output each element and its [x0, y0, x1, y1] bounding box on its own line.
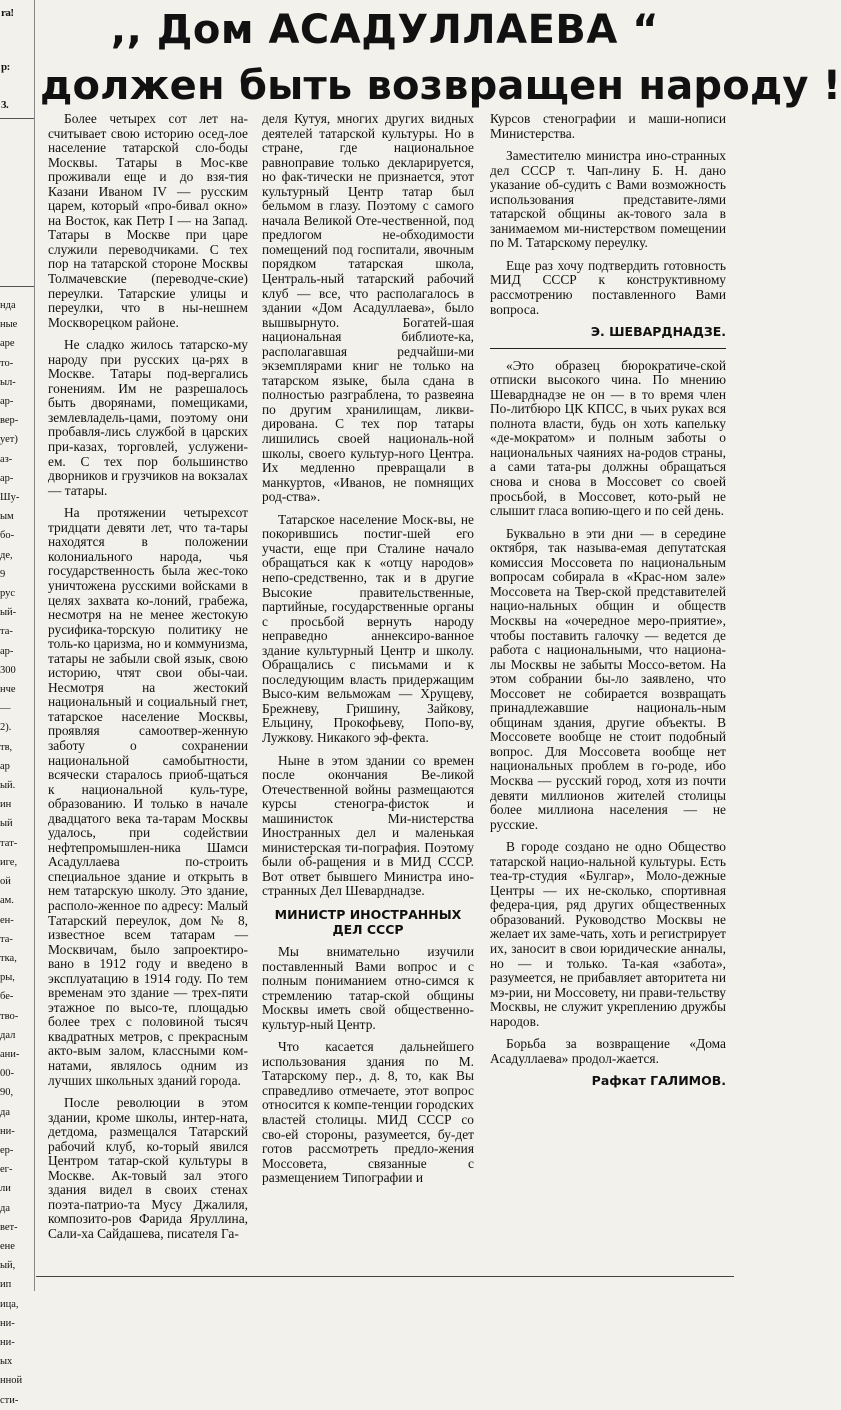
strip-line: иге, — [0, 856, 18, 868]
strip-line: ица, — [0, 1298, 19, 1310]
strip-line: тв, — [0, 741, 13, 753]
article-paragraph: Не сладко жилось татарско-му народу при русских ца-рях в Москве. Татары под-вергались гонениям. Им не разрешалось быть дворянами, помещиками, землевладель-цами, поэтому они пробавля-лись службой в царских при-казах, торговлей, услужени-ем. С тех пор большинство дворников и грузчиков на вокзалах — татары. — [48, 337, 248, 498]
page-bottom-rule — [36, 1276, 734, 1277]
strip-line: ип — [0, 1279, 12, 1291]
strip-line: нче — [0, 684, 16, 696]
strip-line: сти- — [0, 1394, 19, 1406]
strip-line: нда — [0, 300, 16, 311]
article-paragraph: Что касается дальнейшего использования здания по М. Татарскому пер., д. 8, то, как Вы справедливо отмечаете, этот вопрос относится к компе-тенции городских властей столицы. МИД СССР со сво-ей стороны, разумеется, бу-дет готов рассмотреть предло-жения Моссовета, связанные с размещением Типографии и — [262, 1039, 474, 1186]
article-paragraph: Мы внимательно изучили поставленный Вами вопрос и с полным пониманием отно-симся к стремлению татар-ской общины Москвы иметь свой общественно-культур-ный Центр. — [262, 943, 474, 1032]
strip-line: ег- — [0, 1164, 13, 1176]
strip-line: ни- — [0, 1125, 15, 1137]
strip-line: бе- — [0, 991, 14, 1003]
article-column-2 — [262, 112, 474, 1194]
strip-line: ар- — [0, 396, 14, 408]
strip-fragment: ra! — [1, 7, 14, 19]
strip-line: ый. — [0, 780, 16, 792]
article-paragraph: Ныне в этом здании со времен после окончания Ве-ликой Отечественной войны размещаются курсы стеногра-фисток и машинисток Ми-нистерства Иностранных дел и маленькая министерская ти-пография. Поэтому были об-ращения и в МИД СССР. Вот ответ бывшего Министра ино-странных Дел Шеварднадзе. — [262, 752, 474, 899]
strip-line: ам. — [0, 895, 14, 907]
strip-line: ин — [0, 799, 12, 811]
strip-line: тво- — [0, 1010, 19, 1022]
article-paragraph-continued: деля Кутуя, многих других видных деятелей татарской культуры. Но в стране, где национальное равноправие только декларируется, но фак-тически не признается, этот культурный Центр татар был бельмом в глазу. Поэтому с самого начала Великой Оте-чественной, под предлогом не-обходимости помещений под госпитали, явочным порядком татарская школа, Централь-ный татарский рабочий клуб — все, что располагалось в здании «Дом Асадуллаева», было вышвырнуто. Богатей-шая национальная библиоте-ка, располагавшая редчайши-ми экземплярами книг не только на татарском языке, была сдана в полностью разграблена, то развеяна по другим хранилищам, ликви-дирована. С тех пор татары лишились своей националь-ной школы, своего культур-ного Центра. Их медленно превращали в манкуртов, «Иванов, не помнящих род-ства». — [262, 111, 474, 505]
strip-divider — [0, 118, 34, 119]
strip-line: ни- — [0, 1317, 15, 1329]
article-paragraph: Более четырех сот лет на-считывает свою историю осед-лое население татарской сло-боды Москвы. Татары в Мос-кве проживали еще и до взя-тия Казани Иваном IV — русским царем, который «про-бивал окно» на Восток, как Петр I — на Запад. Татары в Москве при царе служили переводчиками. С тех пор на татарской стороне Москвы Толмачевские (переводче-ские) переулки. Татарские улицы и переулки, что в ны-нешнем Москворецком районе. — [48, 111, 248, 330]
strip-text-block — [0, 296, 34, 1410]
strip-line: ует) — [0, 434, 18, 446]
strip-fragment: р: — [1, 61, 10, 73]
strip-line: та- — [0, 933, 13, 945]
strip-line: дал — [0, 1029, 16, 1041]
strip-line: ные — [0, 319, 18, 331]
article-paragraph-continued: Курсов стенографии и маши-нописи Министерства. — [490, 111, 726, 141]
letter-signature: Э. ШЕВАРДНАДЗЕ. — [590, 324, 726, 340]
strip-line: ый — [0, 818, 13, 830]
strip-line: да — [0, 1106, 11, 1118]
article-column-1 — [48, 112, 248, 1250]
previous-article-strip — [0, 0, 35, 1406]
strip-line: ер- — [0, 1144, 14, 1156]
strip-line: ых — [0, 1356, 13, 1368]
strip-line: вер- — [0, 415, 19, 427]
strip-line: то- — [0, 357, 14, 369]
headline-line-1: ,, Дом АСАДУЛЛАЕВА “ — [110, 7, 660, 53]
strip-line: ый, — [0, 1260, 16, 1272]
strip-fragment: 3. — [1, 99, 9, 111]
section-divider — [490, 348, 726, 349]
article-paragraph: После революции в этом здании, кроме школы, интер-ната, детдома, размещался Татарский рабочий клуб, ко-торый явился Центром татар-ской культуры в Москве. Ак-товый зал этого здания видел в своих стенах поэта-патрио-та Мусу Джалиля, композито-ров Фарида Яруллина, Сали-ха Сайдашева, писателя Га- — [48, 1095, 248, 1242]
article-paragraph: На протяжении четырехсот тридцати девяти лет, что та-тары находятся в положении колониального народа, чья государственность была жес-токо уничтожена русскими войсками в целях захвата ко-лоний, грабежа, несмотря на не менее жестокую русифика-торскую политику не толь-ко царизма, но и коммунизма, татары не забыли свой язык, свою историю, чтят свои обы-чаи. Несмотря на жестокий национальный и социальный гнет, татарское население Москвы, проявляя самоотвер-женную заботу о сохранении национальной самобытности, всячески старалось приоб-щаться к национальной куль-туре, образованию. И только в начале двадцатого века та-тарам Москвы удалось, при содействии нефтепромышлен-ника Шамси Асадуллаева по-строить специальное здание и открыть в нем татарскую школу. Это здание, располо-женное по адресу: Малый Татарский переулок, дом № 8, известное всем татарам — Москвичам, было запроектиро-вано в 1912 году и введено в эксплуатацию в 1914 году. По тем временам это здание — трех-пяти этажное по высо-те, площадью более трех с половиной тысяч квадратных метров, с прекрасным актo-вым залом, классными ком-натами, являлось одним из лучших школьных зданий города. — [48, 505, 248, 1088]
strip-line: ры, — [0, 972, 15, 984]
strip-line: ни- — [0, 1336, 15, 1348]
strip-line: ар- — [0, 472, 14, 484]
strip-line: 2). — [0, 722, 12, 734]
strip-line: ый- — [0, 607, 17, 619]
article-paragraph: В городе создано не одно Общество татарской нацио-нальной культуры. Есть теа-тр-студия «Булгар», Моло-дежные Центры — их не-сколько, спортивная федера-ция, ряд других общественных образований. Руководство Москвы не желает их заме-чать, хоть и регистрирует их, заносит в свои юридические анналы, но — и только. Та-кая «забота», разумеется, не прибавляет авторитета ни мэ-рии, ни Моссовету, ни прави-тельству Москвы, не служит укреплению дружбы народов. — [490, 839, 726, 1029]
article-paragraph: «Это образец бюрократиче-ской отписки высокого чина. По мнению Шеварднадзе не он — в то время член По-литбюро ЦК КПСС, в чьих руках вся полнота власти, будь он хоть капельку «де-мократом» и полным заботы о национальных чаяниях на-родов страны, а сами тата-ры должны обращаться снова и снова в Моссовет со своей просьбой, в Моссовет, кото-рый не слышит гласа вопию-щего и по сей день. — [490, 357, 726, 519]
strip-line: 00- — [0, 1068, 14, 1080]
strip-line: аз- — [0, 453, 13, 465]
strip-line: ли — [0, 1183, 11, 1195]
strip-line: ен- — [0, 914, 14, 926]
strip-line: ыл- — [0, 376, 16, 388]
strip-line: бо- — [0, 530, 15, 542]
strip-line: 9 — [0, 568, 6, 580]
strip-line: аре — [0, 338, 15, 350]
strip-line: де, — [0, 549, 13, 561]
strip-line: ене — [0, 1240, 15, 1252]
letter-heading: МИНИСТР ИНОСТРАННЫХ ДЕЛ СССР — [274, 906, 462, 937]
strip-line: ым — [0, 511, 14, 523]
article-paragraph: Еще раз хочу подтвердить готовность МИД СССР к конструктивному рассмотрению поставленного Вами вопроса. — [490, 257, 726, 317]
strip-line: Шу- — [0, 492, 20, 504]
strip-line: тка, — [0, 952, 17, 964]
strip-line: — — [0, 703, 11, 715]
strip-line: тат- — [0, 837, 18, 849]
strip-line: ой — [0, 876, 11, 888]
article-paragraph: Татарское население Моск-вы, не покорившись постиг-шей его участи, еще при Сталине начало обращаться как к «отцу народов» непо-средственно, так и в другие Высокие правительственные, партийные, государственные органы с просьбой вернуть народу неправедно аннексиро-ванное здание культурный Центр и школу. Обращались с письмами и к последующим власть придержащим Высо-ким вельможам — Хрущеву, Брежневу, Гришину, Зайкову, Ельцину, Прокофьеву, Попо-ву, Лужкову. Никакого эф-фекта. — [262, 511, 474, 745]
strip-line: рус — [0, 588, 16, 600]
strip-line: вет- — [0, 1221, 18, 1233]
author-signature: Рафкат ГАЛИМОВ. — [591, 1073, 726, 1089]
strip-line: да — [0, 1202, 11, 1214]
headline-line-2: должен быть возвращен народу ! — [40, 63, 841, 109]
strip-line: 90, — [0, 1087, 14, 1099]
strip-divider — [0, 286, 34, 287]
article-column-3 — [490, 112, 726, 1097]
strip-line: та- — [0, 626, 13, 638]
strip-line: ар- — [0, 645, 14, 657]
strip-line: 300 — [0, 664, 16, 676]
strip-line: ани- — [0, 1048, 20, 1060]
strip-line: нной — [0, 1375, 23, 1387]
article-paragraph: Буквально в эти дни — в середине октября, так называ-емая депутатская комиссия Моссовета по национальным вопросам собирала в «Крас-ном зале» Моссовета на Твер-ской представителей нацио-нальных общин и обществ Москвы на «очередное меро-приятие», чтобы поставить галочку — ведется де работа с национальными, что национа-лы Москвы не забыты Моссо-ветом. На этом собрании бы-ло заявлено, что Моссовет не собирается возвращать принадлежавшие националь-ным общинам здания, другие объекты. В Моссовете вообще не стоит подобный вопрос. Для Моссовета вообще нет национальных проблем в го-роде, ибо Москва — русский город, хотя из почти девяти миллионов жителей столицы более миллиона населения — не русские. — [490, 525, 726, 832]
strip-line: ар — [0, 760, 10, 772]
article-paragraph: Борьба за возвращение «Дома Асадуллаева» продол-жается. — [490, 1036, 726, 1066]
article-paragraph: Заместителю министра ино-странных дел СССР т. Чап-лину Б. Н. дано указание об-судить с Вами возможность использования представите-лями татарской общины ак-тового зала в занимаемом ми-нистерством помещении по М. Татарскому переулку. — [490, 148, 726, 251]
